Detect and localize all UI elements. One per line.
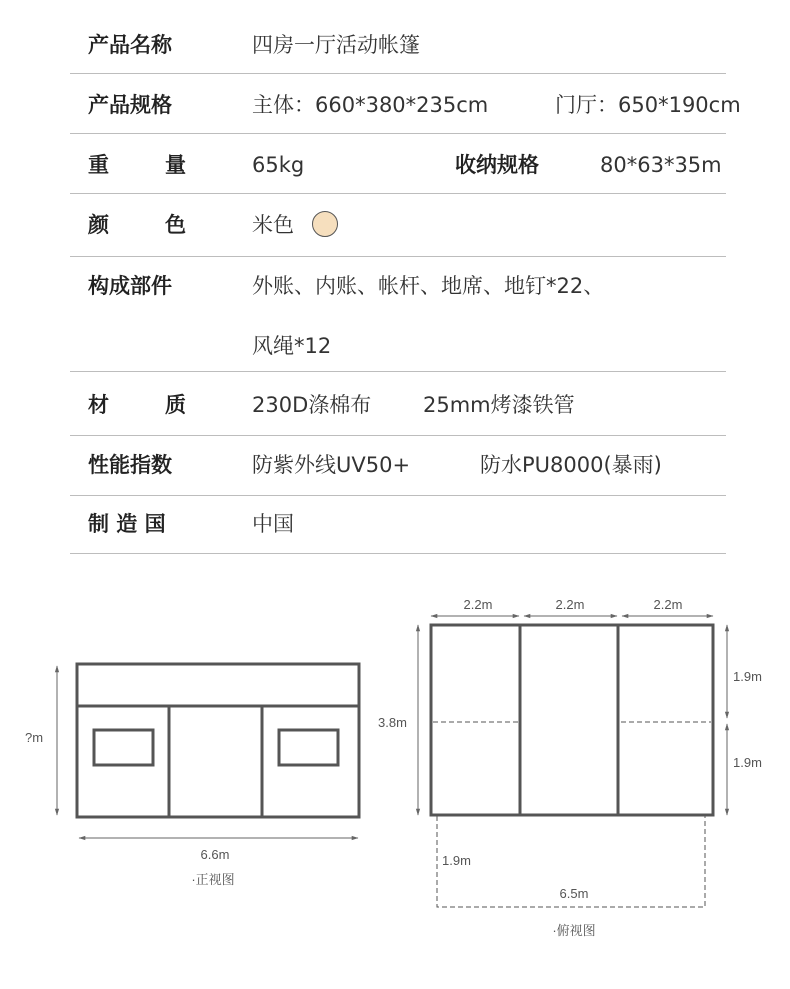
front-height-label: ?m bbox=[25, 730, 44, 745]
value-parts-line1: 外账、内账、帐杆、地席、地钉*22、 bbox=[252, 274, 605, 298]
label-weight-b: 量 bbox=[165, 153, 186, 177]
value-origin: 中国 bbox=[252, 512, 294, 536]
depth-label: 3.8m bbox=[378, 715, 407, 730]
front-window bbox=[279, 730, 338, 765]
value-color: 米色 bbox=[252, 213, 294, 237]
segment-label: 2.2m bbox=[463, 597, 493, 612]
front-width-label: 6.6m bbox=[200, 847, 230, 862]
value-uv: 防紫外线UV50+ bbox=[252, 453, 411, 477]
value-waterproof: 防水PU8000(暴雨) bbox=[480, 453, 662, 477]
value-parts-line2: 风绳*12 bbox=[252, 334, 332, 358]
top-view-caption: ·俯视图 bbox=[552, 923, 596, 938]
value-material-pole: 25mm烤漆铁管 bbox=[423, 393, 575, 417]
label-material-a: 材 bbox=[88, 393, 109, 417]
half-depth-top-label: 1.9m bbox=[733, 669, 762, 684]
value-name: 四房一厅活动帐篷 bbox=[252, 33, 420, 57]
segment-label: 2.2m bbox=[653, 597, 683, 612]
label-name: 产品名称 bbox=[88, 33, 172, 57]
value-material-fabric: 230D涤棉布 bbox=[252, 393, 372, 417]
label-color-a: 颜 bbox=[88, 213, 109, 237]
label-size: 产品规格 bbox=[88, 93, 172, 117]
front-window bbox=[94, 730, 153, 765]
half-depth-bottom-label: 1.9m bbox=[733, 755, 762, 770]
value-pack-size: 80*63*35m bbox=[600, 153, 722, 177]
value-size-hall: 门厅：650*190cm bbox=[555, 93, 741, 117]
front-tent-outline bbox=[77, 664, 359, 817]
label-parts: 构成部件 bbox=[88, 274, 172, 298]
hall-width-label: 6.5m bbox=[559, 886, 589, 901]
value-weight: 65kg bbox=[252, 153, 305, 177]
label-weight-a: 重 bbox=[88, 153, 109, 177]
label-pack-size: 收纳规格 bbox=[455, 153, 539, 177]
hall-depth-label: 1.9m bbox=[442, 853, 471, 868]
front-view-diagram bbox=[57, 664, 359, 838]
label-origin: 制 造 国 bbox=[88, 512, 166, 536]
label-material-b: 质 bbox=[165, 393, 186, 417]
label-performance: 性能指数 bbox=[88, 453, 172, 477]
segment-label: 2.2m bbox=[555, 597, 585, 612]
top-tent-outline bbox=[431, 625, 713, 815]
front-view-caption: ·正视图 bbox=[191, 872, 235, 887]
label-color-b: 色 bbox=[165, 213, 186, 237]
value-size-main: 主体：660*380*235cm bbox=[252, 93, 489, 117]
